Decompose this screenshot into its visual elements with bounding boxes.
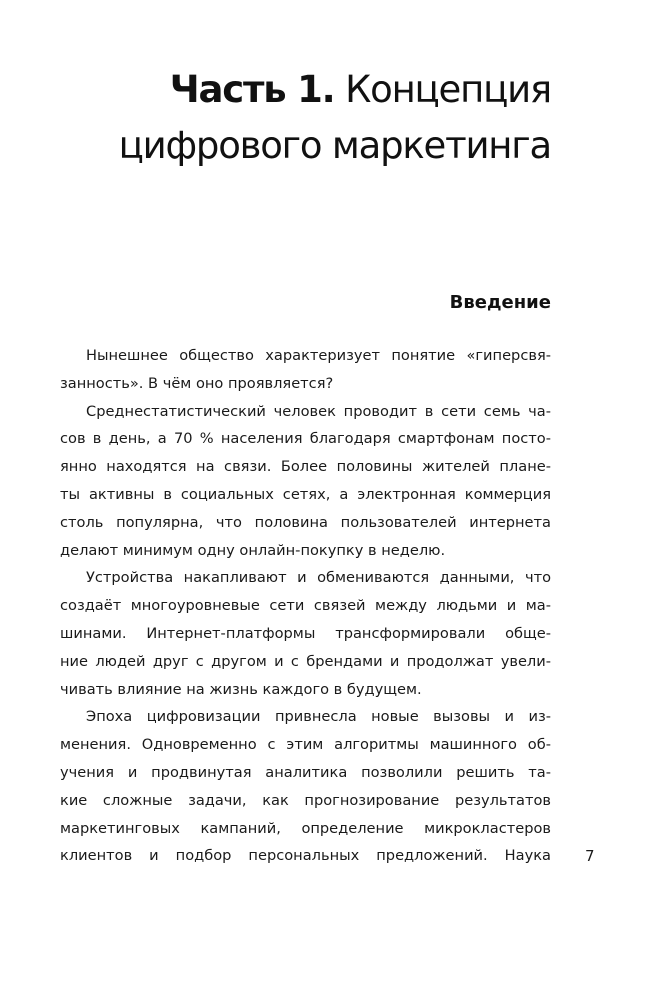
paragraph-3 xyxy=(60,564,551,703)
text-line: учения и продвинутая аналитика позволили решить та- xyxy=(60,763,551,781)
text-line: ты активны в социальных сетях, а электронная коммерция xyxy=(60,485,551,503)
text-line: маркетинговых кампаний, определение микрокластеров xyxy=(60,819,551,837)
chapter-title-line-2: цифрового маркетинга xyxy=(118,124,551,167)
text-line: делают минимум одну онлайн-покупку в неделю. xyxy=(60,541,446,559)
text-line: занность». В чём оно проявляется? xyxy=(60,374,334,392)
text-line: Нынешнее общество характеризует понятие «гиперсвя- xyxy=(86,347,551,364)
text-line: кие сложные задачи, как прогнозирование результатов xyxy=(60,791,551,809)
text-line: клиентов и подбор персональных предложений. Наука xyxy=(60,847,551,865)
text-line: создаёт многоуровневые сети связей между людьми и ма- xyxy=(60,597,551,615)
text-line: Среднестатистический человек проводит в сети семь ча- xyxy=(86,402,551,420)
paragraph-1 xyxy=(60,342,551,398)
chapter-title-word: Концепция xyxy=(345,68,551,111)
text-line: чивать влияние на жизнь каждого в будущем. xyxy=(60,680,422,698)
text-line: сов в день, а 70 % населения благодаря смартфонам посто- xyxy=(60,430,551,448)
paragraph-4 xyxy=(60,703,551,870)
page-number: 7 xyxy=(585,847,595,865)
text-line: шинами. Интернет-платформы трансформировали обще- xyxy=(60,624,551,642)
text-line: янно находятся на связи. Более половины жителей плане- xyxy=(60,458,551,476)
text-line: столь популярна, что половина пользователей интернета xyxy=(60,513,551,531)
chapter-number: Часть 1. xyxy=(169,68,335,111)
chapter-title-line-1 xyxy=(170,68,551,111)
body-text xyxy=(60,342,551,870)
text-line: ние людей друг с другом и с брендами и продолжат увели- xyxy=(60,652,551,670)
chapter-title xyxy=(119,62,551,174)
section-heading: Введение xyxy=(449,292,551,313)
text-line: Устройства накапливают и обмениваются данными, что xyxy=(86,569,551,587)
text-line: менения. Одновременно с этим алгоритмы машинного об- xyxy=(60,736,551,754)
text-line: Эпоха цифровизации привнесла новые вызовы и из- xyxy=(86,708,551,726)
paragraph-2 xyxy=(60,398,551,565)
